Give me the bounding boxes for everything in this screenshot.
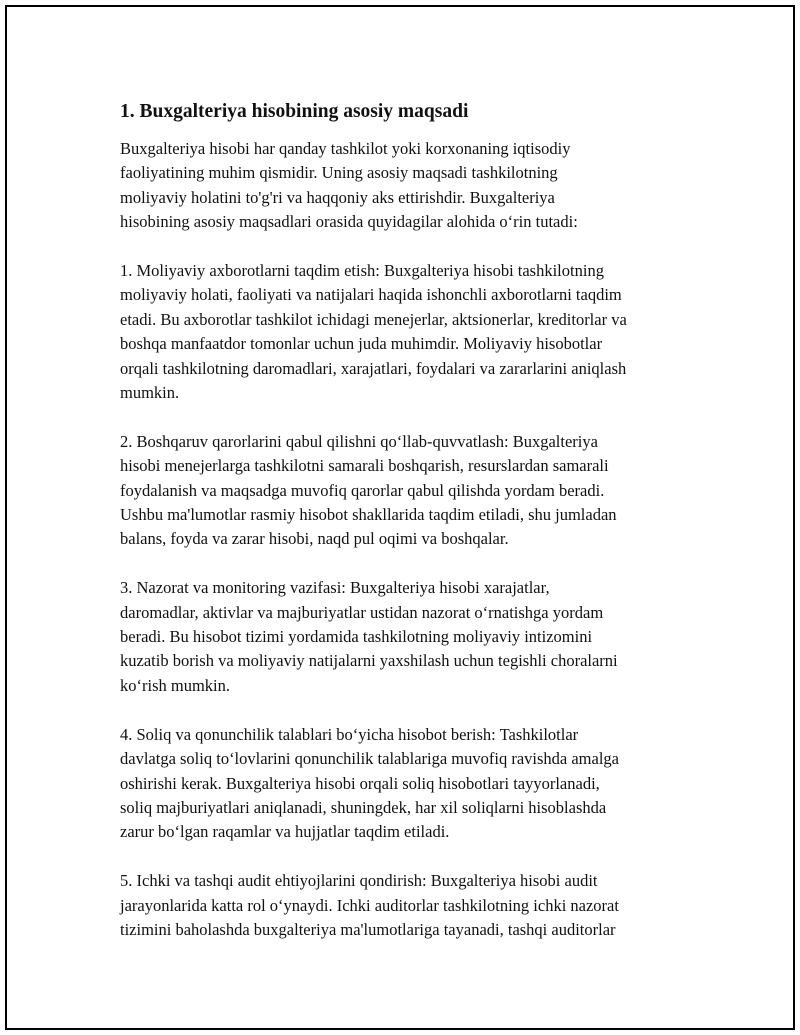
document-body	[120, 99, 700, 967]
text-line: daromadlar, aktivlar va majburiyatlar ustidan nazorat o‘rnatishga yordam	[120, 602, 604, 622]
text-line: tizimini baholashda buxgalteriya ma'lumotlariga tayanadi, tashqi auditorlar	[120, 919, 616, 939]
text-line: faoliyatining muhim qismidir. Uning asosiy maqsadi tashkilotning	[120, 163, 558, 183]
text-line: 1. Moliyaviy axborotlarni taqdim etish: Buxgalteriya hisobi tashkilotning	[120, 261, 604, 281]
text-line: boshqa manfaatdor tomonlar uchun juda muhimdir. Moliyaviy hisobotlar	[120, 334, 603, 354]
paragraph-item-5	[120, 869, 700, 942]
text-line: soliq majburiyatlari aniqlanadi, shuningdek, har xil soliqlarni hisoblashda	[120, 797, 607, 817]
text-line: zarur bo‘lgan raqamlar va hujjatlar taqdim etiladi.	[120, 822, 450, 842]
text-line: foydalanish va maqsadga muvofiq qarorlar qabul qilishda yordam beradi.	[120, 480, 605, 500]
text-line: 2. Boshqaruv qarorlarini qabul qilishni qo‘llab-quvvatlash: Buxgalteriya	[120, 431, 598, 451]
text-line: moliyaviy holati, faoliyati va natijalari haqida ishonchli axborotlarni taqdim	[120, 285, 622, 305]
section-heading: 1. Buxgalteriya hisobining asosiy maqsadi	[120, 101, 469, 122]
text-line: balans, foyda va zarar hisobi, naqd pul oqimi va boshqalar.	[120, 529, 509, 549]
text-line: kuzatib borish va moliyaviy natijalarni yaxshilash uchun tegishli choralarni	[120, 651, 618, 671]
text-line: Ushbu ma'lumotlar rasmiy hisobot shakllarida taqdim etiladi, shu jumladan	[120, 505, 617, 525]
text-line: 5. Ichki va tashqi audit ehtiyojlarini qondirish: Buxgalteriya hisobi audit	[120, 871, 598, 891]
text-line: etadi. Bu axborotlar tashkilot ichidagi menejerlar, aktsionerlar, kreditorlar va	[120, 309, 627, 329]
text-line: mumkin.	[120, 383, 180, 403]
text-line: hisobining asosiy maqsadlari orasida quyidagilar alohida o‘rin tutadi:	[120, 212, 578, 232]
text-line: ko‘rish mumkin.	[120, 675, 230, 695]
text-line: jarayonlarida katta rol o‘ynaydi. Ichki auditorlar tashkilotning ichki nazorat	[120, 895, 619, 915]
text-line: davlatga soliq to‘lovlarini qonunchilik talablariga muvofiq ravishda amalga	[120, 749, 619, 769]
text-line: beradi. Bu hisobot tizimi yordamida tashkilotning moliyaviy intizomini	[120, 627, 593, 647]
text-line: 4. Soliq va qonunchilik talablari bo‘yicha hisobot berish: Tashkilotlar	[120, 724, 579, 744]
text-line: orqali tashkilotning daromadlari, xarajatlari, foydalari va zararlarini aniqlash	[120, 358, 627, 378]
paragraph-item-1	[120, 259, 700, 405]
text-line: oshirishi kerak. Buxgalteriya hisobi orqali soliq hisobotlari tayyorlanadi,	[120, 773, 600, 793]
text-line: hisobi menejerlarga tashkilotni samarali boshqarish, resurslardan samarali	[120, 456, 609, 476]
text-line: 3. Nazorat va monitoring vazifasi: Buxgalteriya hisobi xarajatlar,	[120, 578, 550, 598]
paragraph-item-3	[120, 576, 700, 698]
page-frame	[5, 5, 795, 1030]
text-line: moliyaviy holatini to'g'ri va haqqoniy aks ettirishdir. Buxgalteriya	[120, 187, 555, 207]
text-line: Buxgalteriya hisobi har qanday tashkilot yoki korxonaning iqtisodiy	[120, 139, 571, 158]
paragraph-item-2	[120, 430, 700, 552]
paragraph-item-4	[120, 723, 700, 845]
paragraph-intro	[120, 137, 700, 235]
